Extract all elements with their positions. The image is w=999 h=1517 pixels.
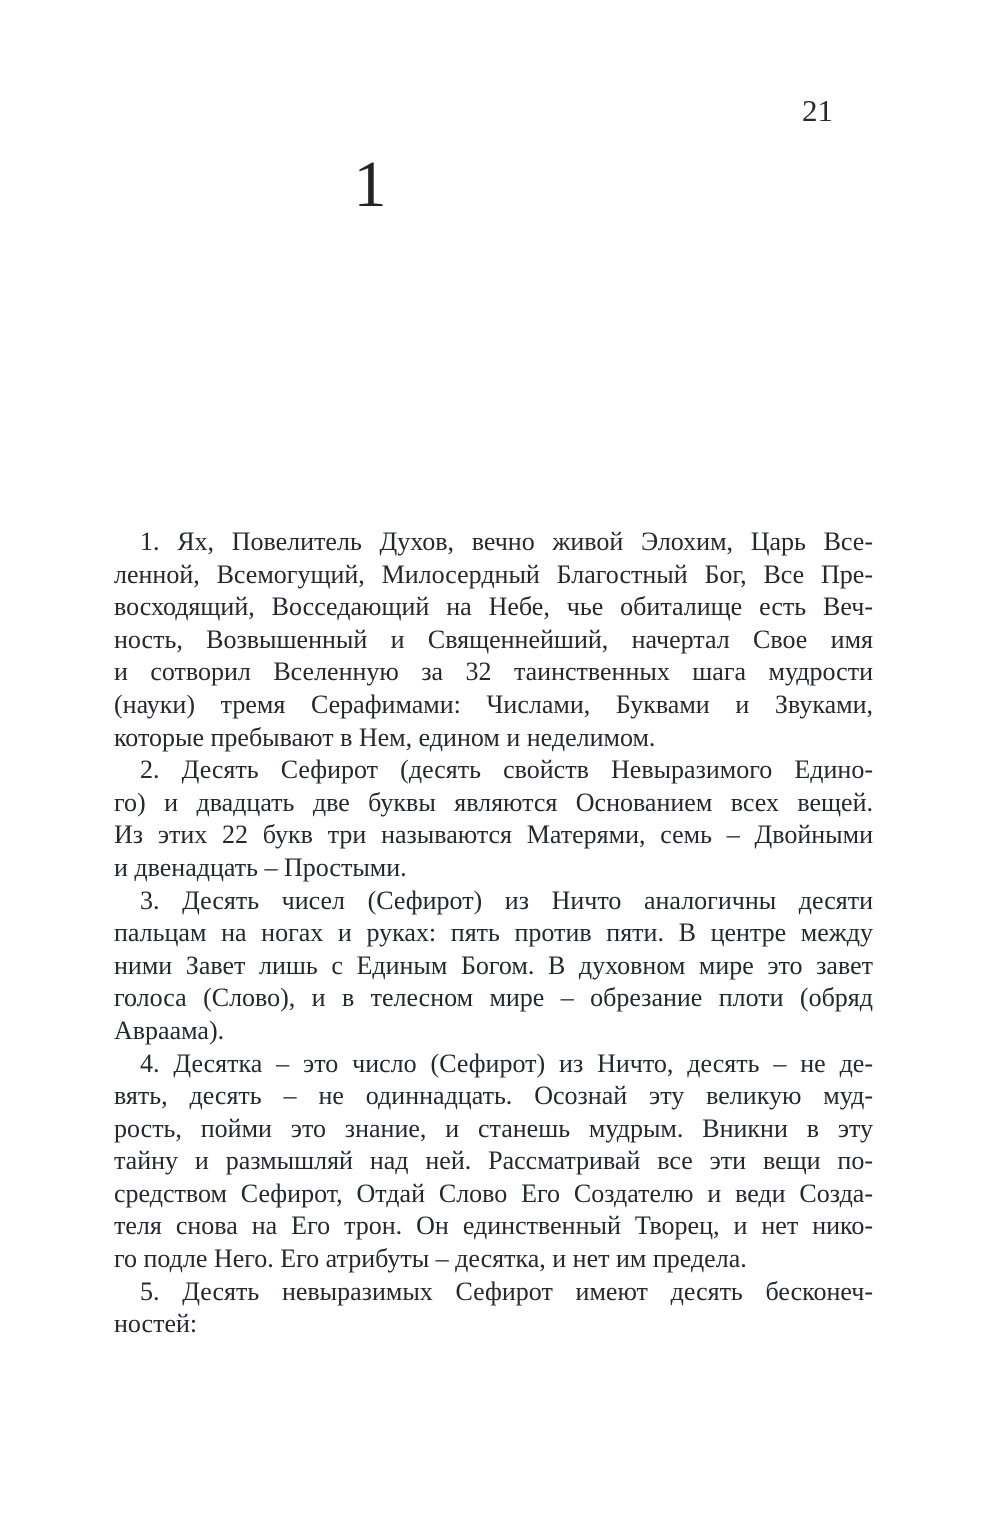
text-line: и сотворил Вселенную за 32 таинственных шага мудрости <box>114 657 873 687</box>
text-line: восходящий, Восседающий на Небе, чье обиталище есть Веч- <box>114 592 873 622</box>
text-line: пальцам на ногах и руках: пять против пяти. В центре между <box>114 918 873 948</box>
text-line: (науки) тремя Серафимами: Числами, Буквами и Звуками, <box>114 689 873 719</box>
paragraph <box>114 754 873 884</box>
paragraph <box>114 1276 873 1341</box>
text-line: рость, пойми это знание, и станешь мудрым. Вникни в эту <box>114 1113 873 1143</box>
text-line: Из этих 22 букв три называются Матерями, семь – Двойными <box>114 820 873 850</box>
text-line: 4. Десятка – это число (Сефирот) из Ничто, десять – не де- <box>140 1048 873 1078</box>
text-line: ностей: <box>114 1309 198 1339</box>
text-line: 3. Десять чисел (Сефирот) из Ничто аналогичны десяти <box>140 885 873 915</box>
text-line: и двенадцать – Простыми. <box>114 852 407 882</box>
text-line: ними Завет лишь с Единым Богом. В духовном мире это завет <box>114 950 873 980</box>
text-line: теля снова на Его трон. Он единственный Творец, и нет нико- <box>114 1211 873 1241</box>
paragraph <box>114 526 873 754</box>
text-line: го) и двадцать две буквы являются Основанием всех вещей. <box>114 787 873 817</box>
chapter-number: 1 <box>353 148 387 221</box>
text-line: средством Сефирот, Отдай Слово Его Создателю и веди Созда- <box>114 1178 873 1208</box>
text-line: тайну и размышляй над ней. Рассматривай все эти вещи по- <box>114 1146 873 1176</box>
text-line: которые пребывают в Нем, едином и неделимом. <box>114 722 656 752</box>
text-line: вять, десять – не одиннадцать. Осознай эту великую муд- <box>114 1081 873 1111</box>
text-line: Авраама). <box>114 1015 225 1045</box>
text-line: 1. Ях, Повелитель Духов, вечно живой Элохим, Царь Все- <box>140 527 873 556</box>
paragraph <box>114 885 873 1048</box>
text-line: го подле Него. Его атрибуты – десятка, и нет им предела. <box>114 1244 747 1274</box>
text-line: ность, Возвышенный и Священнейший, начертал Свое имя <box>114 624 873 654</box>
paragraph <box>114 1048 873 1276</box>
text-line: 5. Десять невыразимых Сефирот имеют десять бесконеч- <box>140 1276 873 1306</box>
page-number: 21 <box>802 93 833 128</box>
text-line: ленной, Всемогущий, Милосердный Благостный Бог, Все Пре- <box>114 559 873 589</box>
text-line: голоса (Слово), и в телесном мире – обрезание плоти (обряд <box>114 983 873 1013</box>
text-line: 2. Десять Сефирот (десять свойств Невыразимого Едино- <box>140 755 873 785</box>
body-text <box>114 526 873 1341</box>
